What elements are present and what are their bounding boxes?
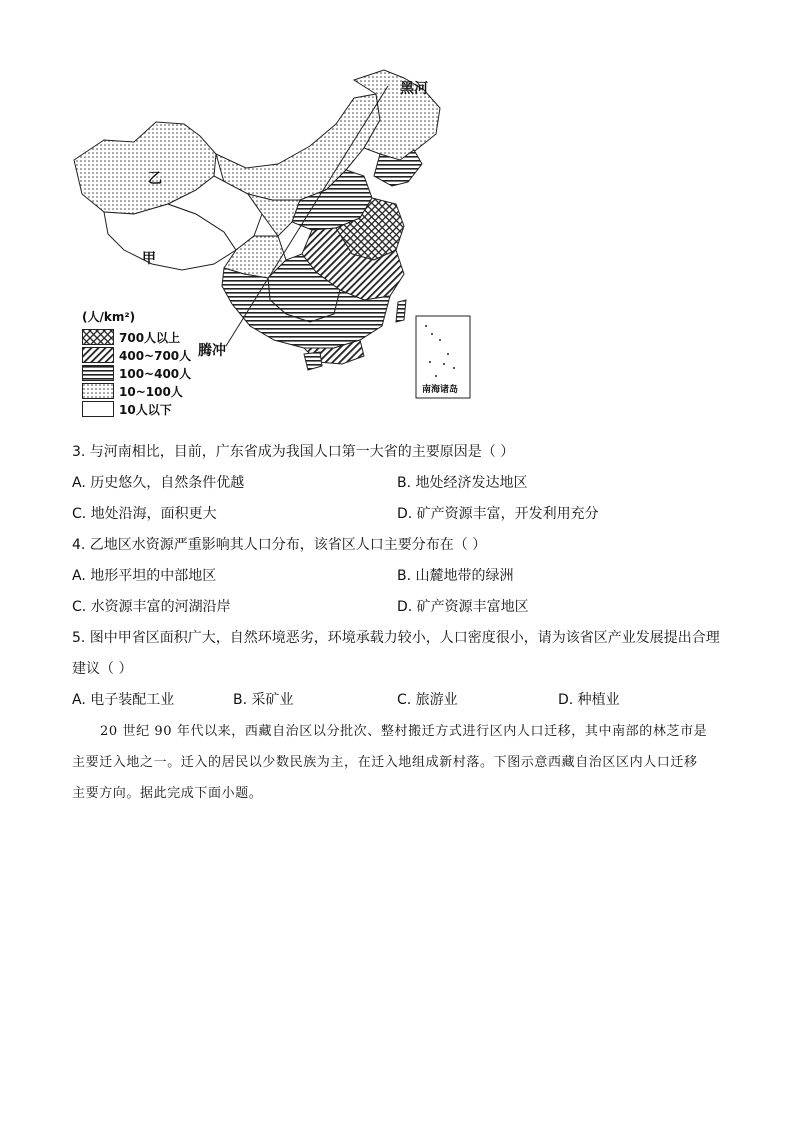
legend-swatch-dots xyxy=(82,383,114,399)
legend-label: 10~100人 xyxy=(119,384,183,399)
question-3-option-b: B. 地处经济发达地区 xyxy=(397,475,528,491)
map-label-heihe: 黑河 xyxy=(400,81,428,97)
passage-line-1: 20 世纪 90 年代以来，西藏自治区以分批次、整村搬迁方式进行区内人口迁移，其中南部的林芝市是 xyxy=(100,724,708,739)
question-4-stem: 4. 乙地区水资源严重影响其人口分布，该省区人口主要分布在（ ） xyxy=(72,537,487,553)
legend-label: 10人以下 xyxy=(119,402,172,417)
legend-item xyxy=(82,346,191,364)
map-label-yi: 乙 xyxy=(148,171,162,187)
question-3-option-c: C. 地处沿海，面积更大 xyxy=(72,506,217,522)
map-label-jia: 甲 xyxy=(142,251,156,267)
map-legend xyxy=(82,308,191,418)
passage xyxy=(72,716,722,809)
passage-line-2: 主要迁入地之一。迁入的居民以少数民族为主，在迁入地组成新村落。下图示意西藏自治区区内人口迁移 xyxy=(72,755,698,770)
legend-item xyxy=(82,382,191,400)
legend-item xyxy=(82,328,191,346)
region-hainan xyxy=(304,352,322,370)
question-5-option-b: B. 采矿业 xyxy=(233,692,294,708)
legend-swatch-cross xyxy=(82,329,114,345)
question-3-stem: 3. 与河南相比，目前，广东省成为我国人口第一大省的主要原因是（ ） xyxy=(72,444,515,460)
map-label-inset: 南海诸岛 xyxy=(422,385,459,395)
question-5-stem-cont: 建议（ ） xyxy=(72,661,133,677)
legend-swatch-blank xyxy=(82,401,114,417)
region-taiwan xyxy=(396,300,406,322)
question-5-option-a: A. 电子装配工业 xyxy=(72,692,175,708)
question-4-option-c: C. 水资源丰富的河湖沿岸 xyxy=(72,599,231,615)
question-5-option-c: C. 旅游业 xyxy=(397,692,458,708)
question-4-option-d: D. 矿产资源丰富地区 xyxy=(397,599,529,615)
legend-item xyxy=(82,364,191,382)
passage-line-3: 主要方向。据此完成下面小题。 xyxy=(72,786,263,801)
legend-swatch-horiz xyxy=(82,365,114,381)
legend-label: 100~400人 xyxy=(119,366,192,381)
legend-label: 700人以上 xyxy=(119,330,181,345)
question-5-stem: 5. 图中甲省区面积广大，自然环境恶劣，环境承载力较小，人口密度很小，请为该省区产业发展提出合理 xyxy=(72,630,720,646)
legend-unit: (人/km²) xyxy=(82,310,136,324)
question-5-option-d: D. 种植业 xyxy=(558,692,620,708)
question-4-option-a: A. 地形平坦的中部地区 xyxy=(72,568,217,584)
legend-swatch-diag xyxy=(82,347,114,363)
question-4-option-b: B. 山麓地带的绿洲 xyxy=(397,568,514,584)
question-3-option-a: A. 历史悠久，自然条件优越 xyxy=(72,475,245,491)
legend-label: 400~700人 xyxy=(119,348,192,363)
legend-item xyxy=(82,400,191,418)
map-label-tengchong: 腾冲 xyxy=(198,343,226,359)
question-3-option-d: D. 矿产资源丰富，开发利用充分 xyxy=(397,506,599,522)
